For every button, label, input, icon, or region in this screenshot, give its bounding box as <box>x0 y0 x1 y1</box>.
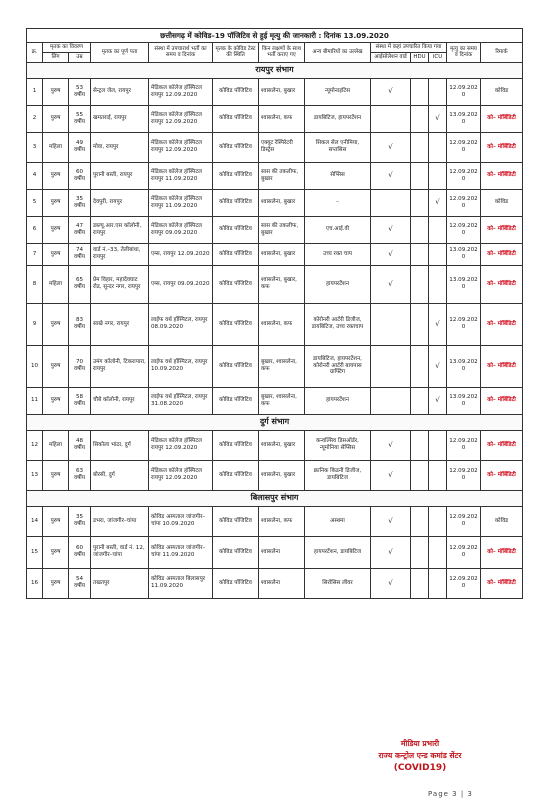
cell-gender: पुरुष <box>43 105 69 132</box>
cell-symptoms: श्वासलेना, कफ <box>259 506 305 536</box>
cell-other-diseases: डायबिटिज, हायपरटेंशन <box>305 105 371 132</box>
cell-icu <box>429 78 447 105</box>
cell-sno: 13 <box>27 460 43 490</box>
cell-test-status: कोविड पॉजिटिव <box>213 303 259 345</box>
cell-hdu <box>411 132 429 162</box>
cell-sno: 3 <box>27 132 43 162</box>
header-hdu: HDU <box>411 52 429 62</box>
cell-address: साखे नगर, रायपुर <box>91 303 149 345</box>
cell-sno: 8 <box>27 265 43 303</box>
cell-institution: मेडिकल कॉलेज हॉस्पिटल रायपुर 11.09.2020 <box>149 162 213 189</box>
cell-address: बोरसी, दुर्ग <box>91 460 149 490</box>
cell-remark: को– मॉर्बिडिटी <box>481 132 523 162</box>
cell-gender: पुरुष <box>43 189 69 216</box>
cell-death-date: 13.09.2020 <box>447 105 481 132</box>
cell-other-diseases: उच्च रक्त चाप <box>305 243 371 265</box>
cell-isolation: √ <box>371 78 411 105</box>
cell-age: 60 वर्षीय <box>69 536 91 568</box>
header-icu: ICU <box>429 52 447 62</box>
cell-institution: मेडिकल कॉलेज हॉस्पिटल रायपुर 12.09.2020 <box>149 430 213 460</box>
table-row <box>27 430 523 460</box>
table-row <box>27 568 523 598</box>
cell-test-status: कोविड पॉजिटिव <box>213 243 259 265</box>
cell-remark: को– मॉर्बिडिटी <box>481 105 523 132</box>
cell-symptoms: बुखार, श्वासलेना, कफ <box>259 387 305 414</box>
header-symptoms: किन लक्षणों के साथ भर्ती कराए गए <box>259 43 305 63</box>
cell-age: 35 वर्षीय <box>69 506 91 536</box>
cell-gender: पुरुष <box>43 506 69 536</box>
cell-other-diseases: सेप्सिस <box>305 162 371 189</box>
cell-institution: लाईफ वर्थ हॉस्पिटल, रायपुर 10.09.2020 <box>149 345 213 387</box>
cell-hdu <box>411 265 429 303</box>
cell-sno: 16 <box>27 568 43 598</box>
cell-age: 54 वर्षीय <box>69 568 91 598</box>
header-test-status: मृतक के कोविड टेस्ट की स्थिति <box>213 43 259 63</box>
table-row <box>27 506 523 536</box>
table-row <box>27 78 523 105</box>
cell-symptoms: श्वासलेना, बुखार, कफ <box>259 265 305 303</box>
cell-hdu <box>411 568 429 598</box>
table-body <box>27 62 523 598</box>
cell-symptoms: श्वासलेना, बुखार <box>259 189 305 216</box>
cell-other-diseases: डायबिटिज, हायपरटेंशन, कोरोनरी आर्टरी बायपास ग्राफ्टिंग <box>305 345 371 387</box>
cell-age: 49 वर्षीय <box>69 132 91 162</box>
cell-remark: को– मॉर्बिडिटी <box>481 430 523 460</box>
table-row <box>27 243 523 265</box>
cell-hdu <box>411 216 429 243</box>
cell-age: 47 वर्षीय <box>69 216 91 243</box>
cell-sno: 6 <box>27 216 43 243</box>
page-number: Page 3 | 3 <box>428 790 473 798</box>
cell-sno: 1 <box>27 78 43 105</box>
cell-test-status: कोविड पॉजिटिव <box>213 506 259 536</box>
table-row <box>27 162 523 189</box>
cell-gender: पुरुष <box>43 303 69 345</box>
cell-institution: कोविड अस्पताल जांजगीर–चांपा 10.09.2020 <box>149 506 213 536</box>
cell-isolation: √ <box>371 216 411 243</box>
cell-institution: मेडिकल कॉलेज हॉस्पिटल रायपुर 12.09.2020 <box>149 460 213 490</box>
cell-address: मोवा, रायपुर <box>91 132 149 162</box>
cell-isolation: √ <box>371 162 411 189</box>
footer-media-officer: मीडिया प्रभारी <box>400 739 440 748</box>
section-row <box>27 490 523 506</box>
cell-age: 35 वर्षीय <box>69 189 91 216</box>
cell-test-status: कोविड पॉजिटिव <box>213 132 259 162</box>
cell-icu: √ <box>429 189 447 216</box>
cell-test-status: कोविड पॉजिटिव <box>213 430 259 460</box>
cell-age: 48 वर्षीय <box>69 430 91 460</box>
cell-death-date: 12.09.2020 <box>447 189 481 216</box>
cell-address: सेन्ट्रल जेल, रायपुर <box>91 78 149 105</box>
table-row <box>27 387 523 414</box>
cell-death-date: 12.09.2020 <box>447 78 481 105</box>
cell-icu: √ <box>429 387 447 414</box>
cell-symptoms: सास की तकलीफ, बुखार <box>259 162 305 189</box>
cell-sno: 2 <box>27 105 43 132</box>
table-row <box>27 460 523 490</box>
cell-isolation <box>371 345 411 387</box>
cell-sno: 9 <box>27 303 43 345</box>
cell-isolation: √ <box>371 430 411 460</box>
section-title: दुर्ग संभाग <box>27 414 523 430</box>
cell-other-diseases: कोरोनरी आर्टरी डिजीज, डायबिटिज, उच्च रक्तचाप <box>305 303 371 345</box>
cell-isolation: √ <box>371 568 411 598</box>
cell-hdu <box>411 536 429 568</box>
cell-institution: कोविड अस्पताल जांजगीर–चांपा 11.09.2020 <box>149 536 213 568</box>
cell-icu: √ <box>429 105 447 132</box>
cell-gender: पुरुष <box>43 216 69 243</box>
cell-icu <box>429 132 447 162</box>
cell-icu <box>429 506 447 536</box>
cell-gender: महिला <box>43 265 69 303</box>
cell-hdu <box>411 105 429 132</box>
cell-age: 74 वर्षीय <box>69 243 91 265</box>
cell-test-status: कोविड पॉजिटिव <box>213 387 259 414</box>
cell-remark: को– मॉर्बिडिटी <box>481 216 523 243</box>
table-row <box>27 216 523 243</box>
cell-death-date: 13.09.2020 <box>447 387 481 414</box>
cell-sno: 10 <box>27 345 43 387</box>
footer-command-center: राज्य कन्ट्रोल एन्ड कमांड सेंटर <box>378 750 462 760</box>
cell-remark: को– मॉर्बिडिटी <box>481 243 523 265</box>
cell-sno: 14 <box>27 506 43 536</box>
cell-hdu <box>411 460 429 490</box>
table-row <box>27 105 523 132</box>
cell-isolation <box>371 387 411 414</box>
cell-sno: 11 <box>27 387 43 414</box>
cell-address: खमतराई, रायपुर <box>91 105 149 132</box>
cell-death-date: 13.09.2020 <box>447 345 481 387</box>
header-remarks: रिमार्क <box>481 43 523 63</box>
header-isolation: आईसोलेशन वार्ड <box>371 52 411 62</box>
cell-gender: पुरुष <box>43 345 69 387</box>
cell-remark: कोविड <box>481 506 523 536</box>
cell-institution: मेडिकल कॉलेज हॉस्पिटल रायपुर 12.09.2020 <box>149 132 213 162</box>
cell-symptoms: श्वासलेना, कफ <box>259 105 305 132</box>
cell-address: वार्ड नं.–33, तेलीबांधा, रायपुर <box>91 243 149 265</box>
cell-age: 70 वर्षीय <box>69 345 91 387</box>
cell-isolation: √ <box>371 536 411 568</box>
cell-address: प्रेम विहार, महादेवघाट रोड, सुन्दर नगर, रायपुर <box>91 265 149 303</box>
cell-remark: को– मॉर्बिडिटी <box>481 162 523 189</box>
cell-icu <box>429 536 447 568</box>
cell-hdu <box>411 430 429 460</box>
header-deceased-details: मृतक का विवरण <box>43 43 91 53</box>
cell-symptoms: श्वासलेना, बुखार <box>259 78 305 105</box>
cell-institution: कोविड अस्पताल बिलासपुर 11.09.2020 <box>149 568 213 598</box>
cell-remark: को– मॉर्बिडिटी <box>481 536 523 568</box>
cell-address: उमंग कॉलोनी, टिकरापारा, रायपुर <box>91 345 149 387</box>
cell-address: चौबे कॉलोनी, रायपुर <box>91 387 149 414</box>
cell-death-date: 13.09.2020 <box>447 265 481 303</box>
cell-hdu <box>411 387 429 414</box>
cell-icu <box>429 568 447 598</box>
cell-hdu <box>411 243 429 265</box>
cell-other-diseases: न्यूमोनाइटिस <box>305 78 371 105</box>
table-row <box>27 303 523 345</box>
cell-test-status: कोविड पॉजिटिव <box>213 105 259 132</box>
cell-age: 60 वर्षीय <box>69 162 91 189</box>
cell-hdu <box>411 345 429 387</box>
cell-death-date: 12.09.2020 <box>447 162 481 189</box>
cell-institution: एम्स, रायपुर 12.09.2020 <box>149 243 213 265</box>
cell-institution: लाईफ वर्थ हॉस्पिटल, रायपुर 08.09.2020 <box>149 303 213 345</box>
cell-institution: मेडिकल कॉलेज हॉस्पिटल रायपुर 11.09.2020 <box>149 189 213 216</box>
cell-test-status: कोविड पॉजिटिव <box>213 216 259 243</box>
cell-address: देवपुरी, रायपुर <box>91 189 149 216</box>
header-gender: लिंग <box>43 52 69 62</box>
cell-other-diseases: सिरोसिस लीवर <box>305 568 371 598</box>
cell-other-diseases: एच.आई.वी <box>305 216 371 243</box>
cell-icu: √ <box>429 303 447 345</box>
cell-hdu <box>411 78 429 105</box>
cell-remark: कोविड <box>481 78 523 105</box>
section-row <box>27 414 523 430</box>
cell-death-date: 12.09.2020 <box>447 536 481 568</box>
cell-gender: पुरुष <box>43 387 69 414</box>
cell-icu <box>429 460 447 490</box>
cell-hdu <box>411 303 429 345</box>
header-treatment-where: संस्था में कहां उपचारित किया गया <box>371 43 447 53</box>
document-page <box>26 28 522 599</box>
cell-isolation <box>371 105 411 132</box>
cell-remark: को– मॉर्बिडिटी <box>481 345 523 387</box>
cell-sno: 12 <box>27 430 43 460</box>
cell-sno: 4 <box>27 162 43 189</box>
cell-symptoms: सास की तकलीफ, बुखार <box>259 216 305 243</box>
cell-symptoms: एक्यूट रेस्पिरेटरी डिस्ट्रेस <box>259 132 305 162</box>
cell-death-date: 12.09.2020 <box>447 132 481 162</box>
cell-age: 65 वर्षीय <box>69 265 91 303</box>
cell-sno: 5 <box>27 189 43 216</box>
section-title: बिलासपुर संभाग <box>27 490 523 506</box>
cell-other-diseases: हायपरटेंशन <box>305 387 371 414</box>
cell-address: पुरानी बस्ती, वार्ड नं. 12, जांजगीर–चांपा <box>91 536 149 568</box>
cell-test-status: कोविड पॉजिटिव <box>213 78 259 105</box>
cell-icu <box>429 265 447 303</box>
cell-isolation <box>371 189 411 216</box>
header-death-time: मृत्यु का समय व दिनांक <box>447 43 481 63</box>
cell-icu: √ <box>429 345 447 387</box>
cell-symptoms: श्वासलेना, बुखार <box>259 460 305 490</box>
cell-hdu <box>411 506 429 536</box>
document-title: छत्तीसगढ़ में कोविड–19 पॉजिटिव से हुई मृत्यु की जानकारी : दिनांक 13.09.2020 <box>27 29 523 43</box>
footer-signature <box>340 738 500 775</box>
cell-symptoms: श्वासलेना <box>259 568 305 598</box>
cell-hdu <box>411 189 429 216</box>
cell-test-status: कोविड पॉजिटिव <box>213 568 259 598</box>
cell-remark: को– मॉर्बिडिटी <box>481 460 523 490</box>
cell-institution: लाईफ वर्थ हॉस्पिटल, रायपुर 31.08.2020 <box>149 387 213 414</box>
table-row <box>27 189 523 216</box>
cell-institution: मेडिकल कॉलेज हॉस्पिटल रायपुर 12.09.2020 <box>149 78 213 105</box>
cell-other-diseases: – <box>305 189 371 216</box>
cell-age: 55 वर्षीय <box>69 105 91 132</box>
cell-hdu <box>411 162 429 189</box>
cell-remark: कोविड <box>481 189 523 216</box>
cell-other-diseases: हायपरटेंशन, डायबिटिज <box>305 536 371 568</box>
cell-address: तखतपुर <box>91 568 149 598</box>
cell-test-status: कोविड पॉजिटिव <box>213 265 259 303</box>
header-institution: संस्था में उपचारार्थ भर्ती का समय व दिनांक <box>149 43 213 63</box>
cell-death-date: 12.09.2020 <box>447 303 481 345</box>
cell-institution: मेडिकल कॉलेज हॉस्पिटल रायपुर 09.09.2020 <box>149 216 213 243</box>
cell-death-date: 12.09.2020 <box>447 430 481 460</box>
cell-gender: पुरुष <box>43 568 69 598</box>
cell-institution: एम्स, रायपुर 09.09.2020 <box>149 265 213 303</box>
cell-icu <box>429 430 447 460</box>
cell-symptoms: श्वासलेना <box>259 536 305 568</box>
cell-death-date: 12.09.2020 <box>447 460 481 490</box>
cell-test-status: कोविड पॉजिटिव <box>213 162 259 189</box>
cell-remark: को– मॉर्बिडिटी <box>481 568 523 598</box>
cell-remark: को– मॉर्बिडिटी <box>481 387 523 414</box>
cell-other-diseases: कन्वल्सिव डिसऑर्डर, न्यूमोनिया सेप्सिस <box>305 430 371 460</box>
section-title: रायपुर संभाग <box>27 62 523 78</box>
cell-address: सिकोला भांठा, दुर्ग <box>91 430 149 460</box>
cell-isolation: √ <box>371 132 411 162</box>
cell-icu <box>429 216 447 243</box>
cell-gender: महिला <box>43 430 69 460</box>
cell-isolation: √ <box>371 265 411 303</box>
cell-institution: मेडिकल कॉलेज हॉस्पिटल रायपुर 12.09.2020 <box>149 105 213 132</box>
cell-gender: पुरुष <box>43 536 69 568</box>
cell-gender: महिला <box>43 132 69 162</box>
cell-other-diseases: क्रानिक किडनी डिजीज, डायबिटिज <box>305 460 371 490</box>
cell-other-diseases: हायपरटेंशन <box>305 265 371 303</box>
header-sno: क्र. <box>27 43 43 63</box>
header-age: उम्र <box>69 52 91 62</box>
deaths-table <box>26 28 523 599</box>
cell-death-date: 13.09.2020 <box>447 243 481 265</box>
cell-isolation: √ <box>371 243 411 265</box>
cell-death-date: 12.09.2020 <box>447 216 481 243</box>
cell-symptoms: श्वासलेना, बुखार <box>259 430 305 460</box>
cell-test-status: कोविड पॉजिटिव <box>213 460 259 490</box>
cell-remark: को– मॉर्बिडिटी <box>481 265 523 303</box>
cell-gender: पुरुष <box>43 460 69 490</box>
header-address: मृतक का पूर्ण पता <box>91 43 149 63</box>
cell-address: डब्ल्यू.आर.एस कॉलोनी, रायपुर <box>91 216 149 243</box>
cell-icu <box>429 162 447 189</box>
cell-isolation: √ <box>371 506 411 536</box>
cell-age: 63 वर्षीय <box>69 460 91 490</box>
cell-isolation <box>371 303 411 345</box>
cell-other-diseases: अस्थमा <box>305 506 371 536</box>
cell-other-diseases: सिकल सेल एनीमिया, सप्तसिस <box>305 132 371 162</box>
table-row <box>27 536 523 568</box>
cell-age: 53 वर्षीय <box>69 78 91 105</box>
header-other-diseases: अन्य बीमारियों का उल्लेख <box>305 43 371 63</box>
cell-isolation: √ <box>371 460 411 490</box>
table-row <box>27 265 523 303</box>
cell-icu <box>429 243 447 265</box>
cell-age: 58 वर्षीय <box>69 387 91 414</box>
cell-symptoms: श्वासलेना, कफ <box>259 303 305 345</box>
cell-gender: पुरुष <box>43 162 69 189</box>
cell-death-date: 12.09.2020 <box>447 568 481 598</box>
cell-symptoms: श्वासलेना, बुखार <box>259 243 305 265</box>
cell-symptoms: बुखार, श्वासलेना, कफ <box>259 345 305 387</box>
cell-address: पुरानी बस्ती, रायपुर <box>91 162 149 189</box>
section-row <box>27 62 523 78</box>
footer-covid-label: (COVID19) <box>393 762 447 773</box>
table-row <box>27 132 523 162</box>
cell-sno: 7 <box>27 243 43 265</box>
cell-test-status: कोविड पॉजिटिव <box>213 189 259 216</box>
cell-sno: 15 <box>27 536 43 568</box>
cell-remark: को– मॉर्बिडिटी <box>481 303 523 345</box>
cell-gender: पुरुष <box>43 243 69 265</box>
table-row <box>27 345 523 387</box>
cell-death-date: 12.09.2020 <box>447 506 481 536</box>
cell-test-status: कोविड पॉजिटिव <box>213 345 259 387</box>
cell-gender: पुरुष <box>43 78 69 105</box>
cell-test-status: कोविड पॉजिटिव <box>213 536 259 568</box>
cell-address: डभरा, जांजगीर–चांपा <box>91 506 149 536</box>
cell-age: 83 वर्षीय <box>69 303 91 345</box>
